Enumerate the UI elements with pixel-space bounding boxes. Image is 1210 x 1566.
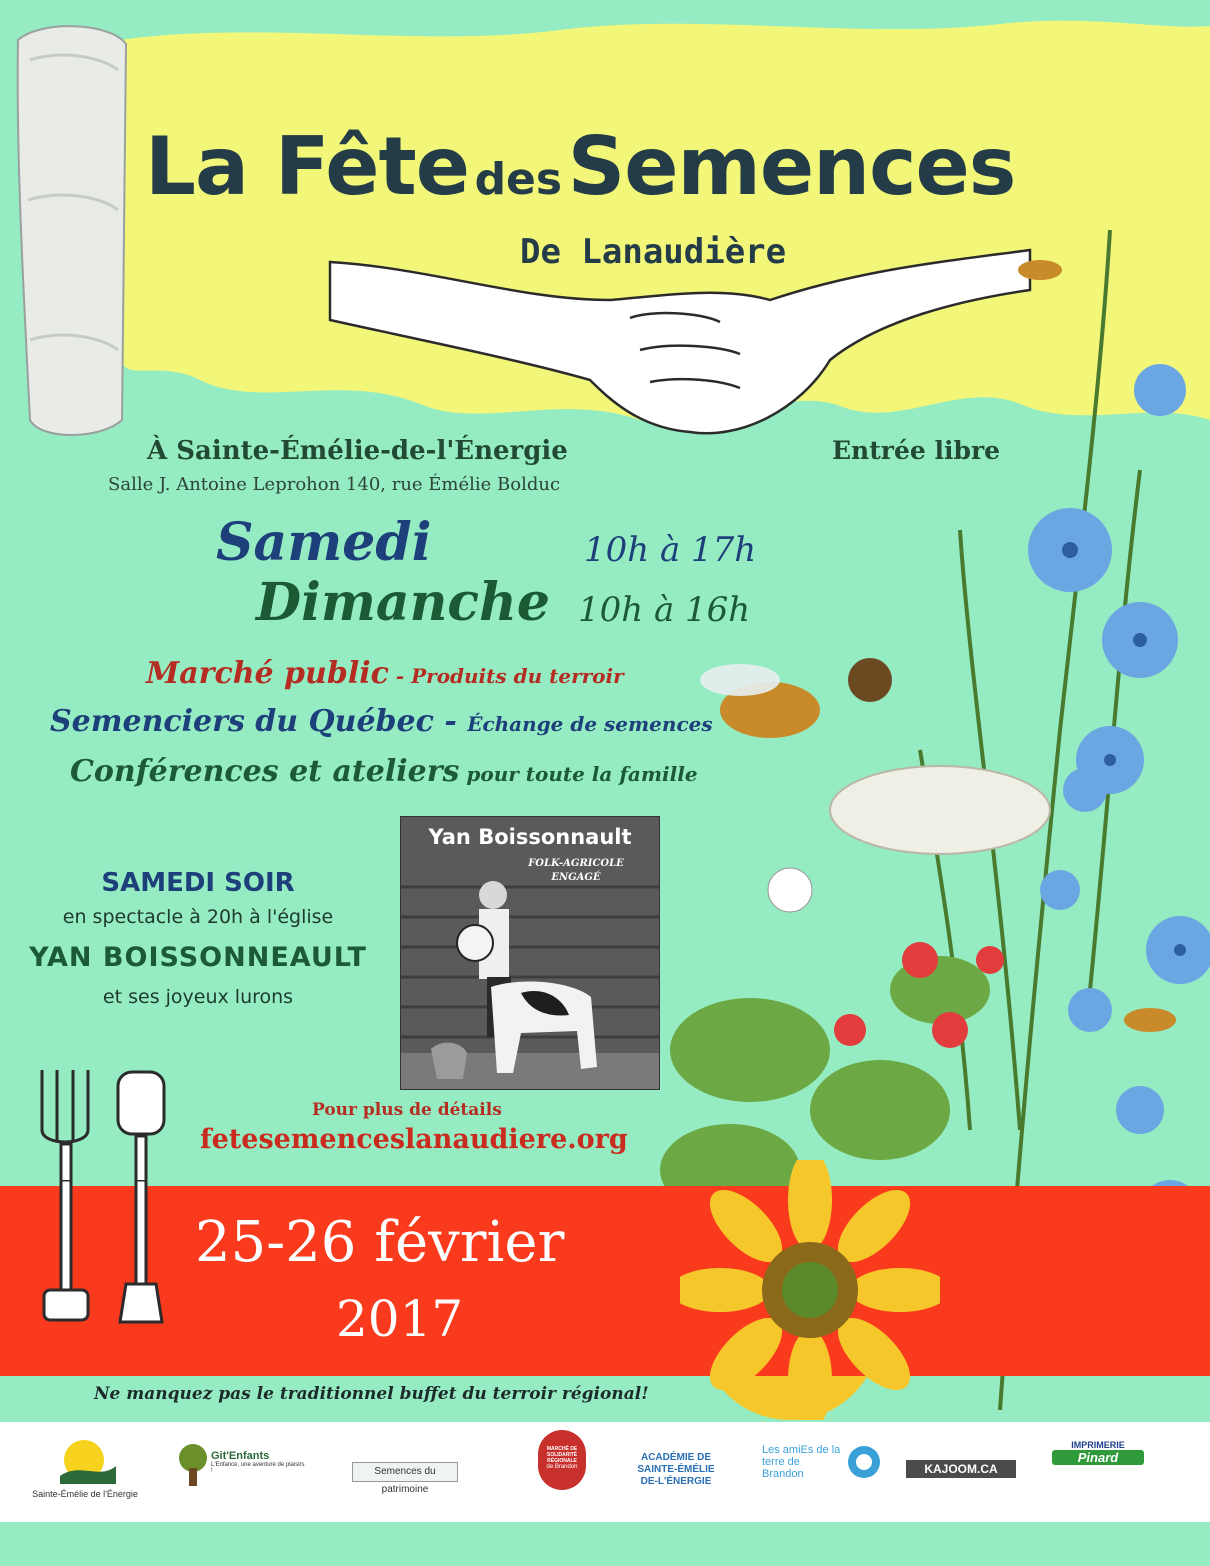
sponsor-brand: Pinard [1052,1450,1144,1465]
sponsor-name: Les amiEs de la terre de Brandon [762,1444,841,1480]
date-band [0,1186,1210,1376]
venue-address: Salle J. Antoine Leprohon 140, rue Émélie Bolduc [108,474,561,495]
album-subtitle-line1: FOLK-AGRICOLE [528,858,624,869]
sponsor-tagline: L'Enfance, une aventure de plaisirs ! [211,1462,305,1474]
event-year: 2017 [336,1290,464,1348]
activity-seed-growers [50,704,713,739]
evening-details: en spectacle à 20h à l'église [62,906,334,928]
activity-conferences [70,754,698,789]
sponsor-sainte-emelie [30,1436,140,1499]
sponsor-logo-strip [0,1422,1210,1522]
sponsor-git-enfants [175,1442,305,1488]
activity-sub: - Produits du terroir [388,664,624,688]
sponsor-marche-solidarite [538,1430,586,1490]
entry-free-label: Entrée libre [832,436,1001,465]
sponsor-name: IMPRIMERIE [1071,1440,1125,1450]
album-subtitle [521,857,631,885]
activity-main: Conférences et ateliers [70,754,460,789]
title-la-fete: La Fête [145,120,469,213]
sponsor-imprimerie-pinard [1052,1440,1144,1465]
sponsor-name: ACADÉMIE DE SAINTE-ÉMÉLIE DE-L'ÉNERGIE [637,1452,715,1487]
album-subtitle-line2: ENGAGÉ [551,872,601,883]
strawberry-blossom [768,868,812,912]
website-link[interactable]: fetesemenceslanaudiere.org [200,1124,628,1155]
title-semences: Semences [567,120,1016,213]
buffet-note: Ne manquez pas le traditionnel buffet du terroir régional! [94,1384,649,1404]
bee-small-top [1018,260,1062,280]
queen-anne-lace-flower [830,766,1050,854]
more-info-label: Pour plus de détails [312,1100,502,1120]
title-des: des [474,154,563,205]
activity-main: Marché public [146,656,389,691]
event-dates: 25-26 février [195,1210,565,1275]
bee-small-right [1124,1008,1176,1032]
schedule-hours-saturday: 10h à 17h [584,530,757,570]
garden-tools-front [30,1180,180,1330]
schedule-day-sunday: Dimanche [256,572,550,633]
page-title [145,120,1175,213]
sponsor-semences-patrimoine [352,1462,458,1495]
sponsor-name: KAJOOM.CA [924,1462,998,1476]
album-title: Yan Boissonnault [428,825,632,849]
activity-sub: pour toute la famille [459,762,698,786]
activity-main: Semenciers du Québec - [50,704,468,739]
evening-companions: et ses joyeux lurons [102,986,294,1008]
paper-curl-shape [18,26,126,435]
sponsor-sun-logo-icon [50,1436,120,1484]
bee-large [700,658,892,738]
venue-town: À Sainte-Émélie-de-l'Énergie [147,436,568,466]
sponsor-amies-terre [762,1444,882,1480]
sponsor-tagline: de Brandon [546,1464,578,1470]
sponsor-name: Sainte-Émélie de l'Énergie [32,1489,138,1499]
sponsor-tree-logo-icon [175,1442,211,1488]
activity-public-market [146,656,624,691]
schedule-hours-sunday: 10h à 16h [578,590,751,630]
evening-performer: YAN BOISSONNEAULT [29,942,367,973]
evening-heading: SAMEDI SOIR [101,868,295,898]
sponsor-globe-logo-icon [846,1444,882,1480]
sponsor-academie [628,1452,724,1488]
sponsor-name: Semences du patrimoine [374,1466,436,1495]
page-subtitle: De Lanaudière [520,232,787,272]
album-cover-photo [400,816,660,1090]
sponsor-name: MARCHÉ DE SOLIDARITÉ RÉGIONALE [546,1446,578,1464]
chicory-flowers [1028,364,1210,1240]
sunflower-front [680,1160,940,1420]
sponsor-name: Git'Enfants [211,1450,270,1462]
schedule-day-saturday: Samedi [216,512,432,573]
sponsor-kajoom [906,1460,1016,1478]
activity-sub: Échange de semences [467,712,713,736]
